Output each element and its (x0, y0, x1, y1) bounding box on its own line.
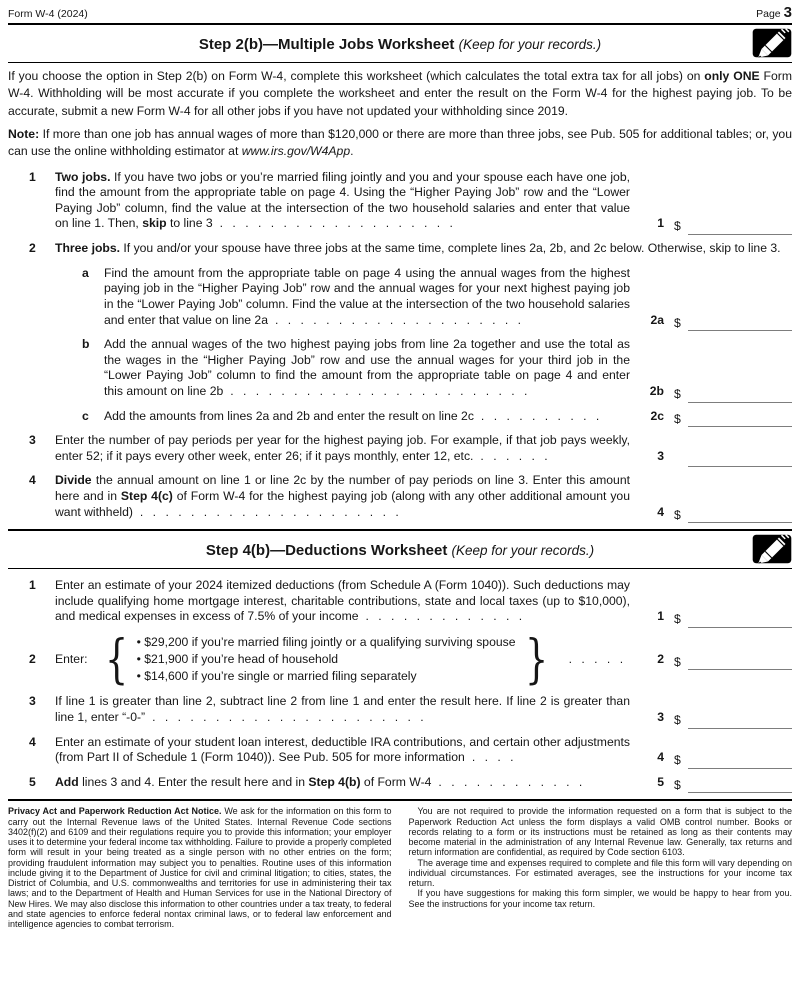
entry-line[interactable] (688, 316, 792, 332)
dot-leader: . . . . . . . . . . . . . (365, 609, 523, 624)
row-number: 1 (29, 169, 36, 184)
row-number: 1 (29, 578, 36, 593)
row-letter: a (82, 265, 89, 280)
entry-line[interactable] (688, 412, 792, 428)
page-number (756, 5, 792, 20)
entry-line[interactable] (688, 778, 792, 794)
page-number-value: 3 (783, 4, 792, 21)
dollar-sign: $ (674, 753, 681, 768)
line-number: 1 (657, 216, 664, 231)
line-number: 2a (650, 312, 664, 327)
dot-leader: . . . . (471, 750, 514, 765)
option-head-of-household: • $21,900 if you’re head of household (136, 652, 339, 667)
row-number: 5 (29, 774, 36, 789)
amount-field-d3[interactable] (674, 713, 792, 729)
entry-line[interactable] (688, 219, 792, 235)
line-number: 2b (649, 383, 664, 398)
row-text: Enter: { • $29,200 if you’re married filing jointly or a qualifying surviving spouse • $21,900 if you’re head of household • $14,600 if you’re single or married filing separately } . . . . . (55, 629, 624, 690)
enter-label: Enter: (55, 651, 88, 666)
option-married-jointly: • $29,200 if you’re married filing jointly or a qualifying surviving spouse (136, 635, 516, 650)
dollar-sign: $ (674, 612, 681, 627)
row-number: 2 (29, 651, 36, 666)
step2b-header (8, 25, 792, 62)
suggestions-paragraph: If you have suggestions for making this form simpler, we would be happy to hear from you. See the instructions for your income tax return. (408, 888, 792, 909)
entry-line[interactable] (688, 655, 792, 671)
entry-line[interactable] (688, 713, 792, 729)
dot-leader: . . . . . . . . . . (480, 408, 600, 423)
dollar-sign: $ (674, 712, 681, 727)
row-number: 4 (29, 734, 36, 749)
amount-field-d5[interactable] (674, 778, 792, 794)
row-text: Add the annual wages of the two highest paying jobs from line 2a together and use the total as the wages in the “Higher Paying Job” row and use the annual wages for your third job in the “Lower Paying Job” column to find the amount from the appropriate table on page 4 and enter this amount on line 2b . . . . . . . . . . . . . . . . . . . . . . . . (104, 337, 630, 398)
option-single: • $14,600 if you’re single or married filing separately (136, 669, 417, 684)
deductions-row-5 (8, 775, 792, 791)
amount-field-1[interactable] (674, 219, 792, 235)
amount-field-4[interactable] (674, 508, 792, 524)
deductions-row-2 (8, 629, 792, 690)
step4b-header (8, 531, 792, 568)
deductions-row-1 (8, 578, 792, 625)
privacy-notice-body: We ask for the information on this form to carry out the Internal Revenue laws of the United States. Internal Revenue Code sections 3402(f)(2) and 6109 and their regulations require you to provide this information; your employer uses it to determine your federal income tax withholding. Failure to provide a properly completed form will result in your being treated as a single person with no other entries on the form; providing fraudulent information may subject you to penalties. Routine uses of this information include giving it to the Department of Justice for civil and criminal litigation; to cities, states, the District of Columbia, and U.S. commonwealths and territories for use in administering their tax laws; and to the Department of Health and Human Services for use in the National Directory of New Hires. We may also disclose this information to other countries under a tax treaty, to federal and state agencies to enforce federal nontax criminal laws, or to federal law enforcement and intelligence agencies to combat terrorism. (8, 806, 392, 930)
entry-line[interactable] (688, 466, 792, 467)
dot-leader: . . . . . . . . . . . . . . . . . . . . . (139, 504, 399, 519)
step2b-intro: If you choose the option in Step 2(b) on Form W-4, complete this worksheet (which calculates the total extra tax for all jobs) on only ONE Form W-4. Withholding will be most accurate if you complete the worksheet and enter the result on the Form W-4 for the highest paying job. To be accurate, submit a new Form W-4 for all other jobs if you have not updated your withholding since 2019. (8, 69, 792, 118)
line-number: 2 (657, 651, 664, 666)
deductions-row-3 (8, 694, 792, 725)
privacy-notice-lead: Privacy Act and Paperwork Reduction Act Notice. (8, 806, 222, 817)
paperwork-reduction-paragraph: You are not required to provide the information requested on a form that is subject to the Paperwork Reduction Act unless the form displays a valid OMB control number. Books or records relating to a form or its instructions must be retained as long as their contents may become material in the administration of any Internal Revenue law. Generally, tax returns and return information are confidential, as required by Code section 6103. (408, 806, 792, 858)
row-text: Enter the number of pay periods per year for the highest paying job. For example, if that job pays weekly, enter 52; if it pays every other week, enter 26; if it pays monthly, enter 12, etc. . . . . . . (55, 433, 630, 463)
amount-field-2b[interactable] (674, 387, 792, 403)
form-id: Form W-4 (2024) (8, 8, 88, 20)
deductions-row-4 (8, 735, 792, 766)
row-text: Add the amounts from lines 2a and 2b and enter the result on line 2c . . . . . . . . . . (104, 408, 600, 423)
dollar-sign: $ (674, 219, 681, 234)
dollar-sign: $ (674, 507, 681, 522)
line-number: 4 (657, 750, 664, 765)
amount-field-2a[interactable] (674, 316, 792, 332)
worksheet-row-2c (8, 409, 792, 425)
worksheet-row-1 (8, 170, 792, 232)
row-number: 3 (29, 433, 36, 448)
amount-field-2c[interactable] (674, 412, 792, 428)
step4b-title-text: Step 4(b)—Deductions Worksheet (205, 542, 448, 560)
step4b-worksheet (8, 578, 792, 790)
pencil-icon (752, 534, 792, 564)
dot-leader: . . . . . . . . . . . . . . . . . . . (219, 216, 453, 231)
line-number: 3 (657, 448, 664, 463)
dollar-sign: $ (674, 654, 681, 669)
divider (8, 568, 792, 569)
dot-leader: . . . . . . . . . . . . (438, 774, 583, 789)
standard-deduction-options (137, 634, 516, 685)
worksheet-row-2 (8, 241, 792, 257)
amount-field-d4[interactable] (674, 753, 792, 769)
line-number: 1 (657, 609, 664, 624)
line-number: 4 (657, 504, 664, 519)
row-number: 3 (29, 694, 36, 709)
average-time-paragraph: The average time and expenses required to complete and file this form will vary depending on individual circumstances. For estimated averages, see the instructions for your income tax return. (408, 857, 792, 889)
dollar-sign: $ (674, 777, 681, 792)
row-text: Enter an estimate of your 2024 itemized deductions (from Schedule A (Form 1040)). Such deductions may include qualifying home mortgage interest, charitable contributions, state and local taxes (up to $10,000), and medical expenses in excess of 7.5% of your income . . . . . . . . . . . . . (55, 578, 630, 624)
privacy-notice-left-column (8, 806, 392, 929)
row-number: 2 (29, 241, 36, 256)
privacy-notice-right-column (409, 806, 793, 929)
entry-line[interactable] (688, 387, 792, 403)
step2b-subtitle: (Keep for your records.) (458, 37, 602, 52)
dot-leader: . . . . . . . . . . . . . . . . . . . . . . (152, 709, 424, 724)
worksheet-row-4 (8, 473, 792, 520)
dot-leader: . . . . . . . . . . . . . . . . . . . . (274, 312, 522, 327)
row-text: Enter an estimate of your student loan interest, deductible IRA contributions, and certain other adjustments (from Part II of Schedule 1 (Form 1040)). See Pub. 505 for more information . . . . (55, 734, 630, 765)
step4b-title (54, 539, 746, 560)
dollar-sign (674, 466, 683, 467)
row-text: Find the amount from the appropriate table on page 4 using the annual wages from the highest paying job in the “Higher Paying Job” row and the annual wages for your next highest paying job in the “Lower Paying Job” column. Find the value at the intersection of the two household salaries and enter that value on line 2a . . . . . . . . . . . . . . . . . . . . (104, 265, 630, 327)
page-label: Page (756, 8, 781, 20)
line-number: 5 (657, 774, 664, 789)
row-text: Divide the annual amount on line 1 or line 2c by the number of pay periods on line 3. Enter this amount here and in Step 4(c) of Form W-4 for the highest paying job (along with any other additional amount you want withheld) . . . . . . . . . . . . . . . . . . . . . (55, 473, 630, 519)
amount-field-d1[interactable] (674, 612, 792, 628)
worksheet-row-2a (8, 266, 792, 328)
entry-line[interactable] (688, 508, 792, 524)
amount-field-3[interactable] (674, 466, 792, 467)
dollar-sign: $ (674, 386, 681, 401)
line-number: 2c (650, 408, 664, 423)
dot-leader: . . . . . (568, 651, 624, 666)
page-header (8, 3, 792, 23)
row-text: If line 1 is greater than line 2, subtract line 2 from line 1 and enter the result here. If line 2 is greater than line 1, enter “-0-” . . . . . . . . . . . . . . . . . . . . . . (55, 694, 630, 724)
step2b-note: Note: If more than one job has annual wages of more than $120,000 or there are more than three jobs, see Pub. 505 for additional tables; or, you can use the online withholding estimator at www.irs.gov/W4App. (8, 126, 792, 159)
step2b-title (54, 33, 746, 54)
dot-leader: . . . . . . . . . . . . . . . . . . . . . . . . (230, 383, 528, 398)
row-letter: b (82, 337, 90, 352)
dollar-sign: $ (674, 411, 681, 426)
step2b-worksheet (8, 170, 792, 521)
step2b-title-text: Step 2(b)—Multiple Jobs Worksheet (198, 36, 455, 53)
amount-field-d2[interactable] (674, 655, 792, 671)
row-letter: c (82, 408, 89, 423)
entry-line[interactable] (688, 612, 792, 628)
row-text: Three jobs. If you and/or your spouse have three jobs at the same time, complete lines 2a, 2b, and 2c below. Otherwise, skip to line 3. (55, 241, 781, 256)
line-number: 3 (657, 709, 664, 724)
divider (8, 62, 792, 63)
worksheet-row-2b (8, 337, 792, 399)
row-text: Two jobs. If you have two jobs or you’re married filing jointly and you and your spouse each have one job, find the amount from the appropriate table on page 4. Using the “Higher Paying Job” row and the “Lower Paying Job” column, find the value at the intersection of the two household salaries and enter that value on line 1. Then, skip to line 3 . . . . . . . . . . . . . . . . . . . (55, 169, 630, 231)
dot-leader: . . . . . . (480, 448, 548, 463)
entry-line[interactable] (688, 753, 792, 769)
row-number: 4 (29, 473, 36, 488)
worksheet-row-3 (8, 433, 792, 464)
step4b-subtitle: (Keep for your records.) (451, 543, 595, 559)
dollar-sign: $ (674, 315, 681, 330)
pencil-icon (752, 28, 792, 58)
privacy-notice (8, 801, 792, 929)
row-text: Add lines 3 and 4. Enter the result here and in Step 4(b) of Form W-4 . . . . . . . . . . . . (55, 774, 583, 789)
